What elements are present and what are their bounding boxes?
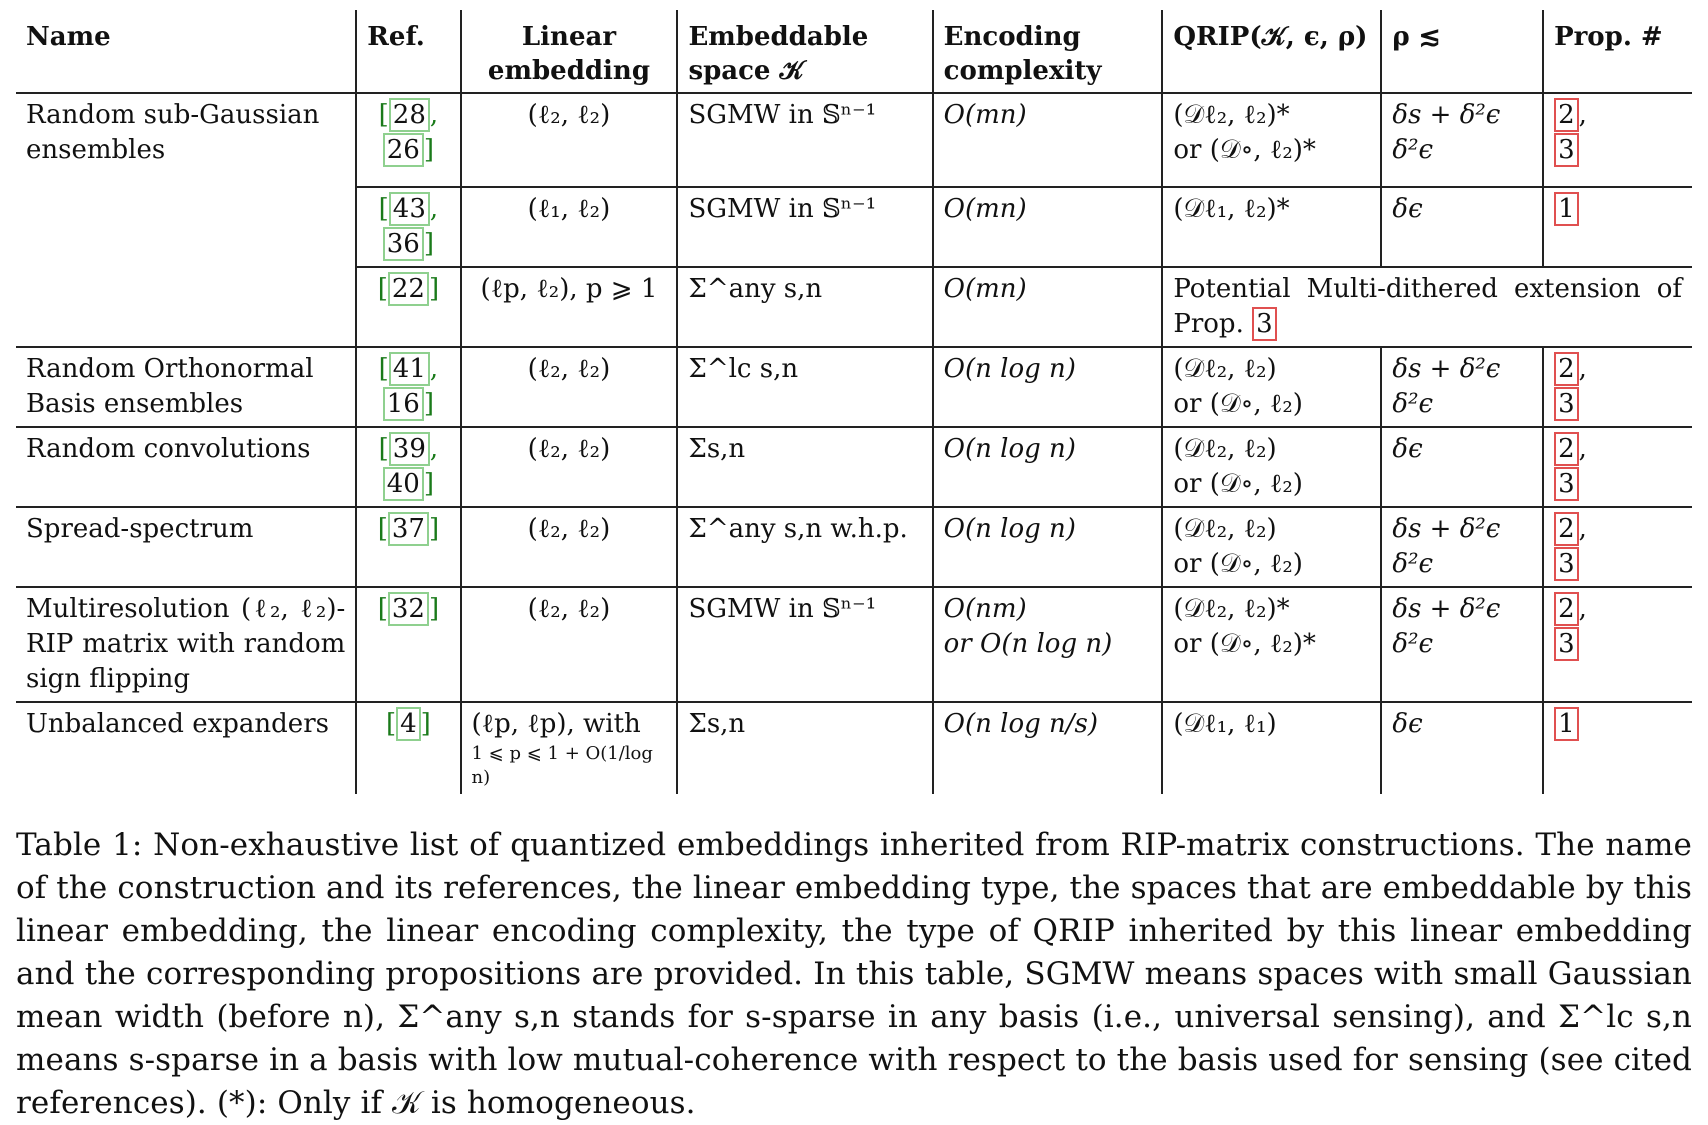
row-refs: [ 39 , 40 ] (356, 427, 460, 507)
header-enc: Encoding complexity (933, 10, 1163, 93)
prop-link[interactable]: 2 (1554, 98, 1579, 132)
row-qrip: (𝒟ℓ₁, ℓ₂)* (1162, 187, 1381, 267)
row-props: 2 , 3 (1543, 507, 1692, 587)
row-linear: (ℓ₂, ℓ₂) (461, 507, 678, 587)
header-space: Embeddable space 𝒦 (677, 10, 932, 93)
citation-link[interactable]: 32 (388, 592, 429, 626)
prop-link[interactable]: 3 (1554, 467, 1579, 501)
prop-link[interactable]: 3 (1554, 387, 1579, 421)
row-name: Multiresolution (ℓ₂, ℓ₂)-RIP matrix with random sign flipping (16, 587, 356, 702)
row-props: 2 , 3 (1543, 587, 1692, 702)
row-qrip: (𝒟ℓ₂, ℓ₂) or (𝒟∘, ℓ₂) (1162, 427, 1381, 507)
row-linear: (ℓ₂, ℓ₂) (461, 347, 678, 427)
row-refs: [ 28 , 26 ] (356, 93, 460, 187)
table-row (16, 587, 1692, 702)
row-space: SGMW in 𝕊ⁿ⁻¹ (677, 587, 932, 702)
row-name: Random sub-Gaussian ensembles (16, 93, 356, 347)
row-enc: O(mn) (933, 93, 1163, 187)
citation-link[interactable]: 41 (389, 352, 430, 386)
row-linear: (ℓ₂, ℓ₂) (461, 587, 678, 702)
row-enc: O(mn) (933, 267, 1163, 347)
row-enc: O(n log n) (933, 347, 1163, 427)
citation-link[interactable]: 16 (383, 387, 424, 421)
row-space: Σs,n (677, 427, 932, 507)
table-row (16, 507, 1692, 587)
row-props (1543, 702, 1692, 794)
row-qrip: (𝒟ℓ₂, ℓ₂) or (𝒟∘, ℓ₂) (1162, 347, 1381, 427)
row-linear: (ℓp, ℓ₂), p ⩾ 1 (461, 267, 678, 347)
row-name: Random convolutions (16, 427, 356, 507)
row-space: SGMW in 𝕊ⁿ⁻¹ (677, 93, 932, 187)
embeddings-table (16, 10, 1692, 794)
header-ref: Ref. (356, 10, 460, 93)
row-enc: O(nm) or O(n log n) (933, 587, 1163, 702)
header-qrip: QRIP(𝒦, ϵ, ρ) (1162, 10, 1381, 93)
row-linear: (ℓ₂, ℓ₂) (461, 93, 678, 187)
row-qrip-note: Potential Multi-dithered extension of Prop. 3 (1162, 267, 1692, 347)
row-enc: O(mn) (933, 187, 1163, 267)
row-refs: [ 43 , 36 ] (356, 187, 460, 267)
table-row (16, 427, 1692, 507)
row-refs: [ 41 , 16 ] (356, 347, 460, 427)
prop-link[interactable]: 3 (1554, 547, 1579, 581)
row-rho: δs + δ²ϵ δ²ϵ (1381, 507, 1543, 587)
row-props: 2 , 3 (1543, 93, 1692, 187)
prop-link[interactable]: 2 (1554, 352, 1579, 386)
row-space: Σ^any s,n (677, 267, 932, 347)
prop-link[interactable]: 3 (1252, 307, 1277, 341)
row-name: Random Orthonormal Basis ensembles (16, 347, 356, 427)
header-name: Name (16, 10, 356, 93)
table-header-row (16, 10, 1692, 93)
header-linear: Linear embedding (461, 10, 678, 93)
row-linear-sub: 1 ⩽ p ⩽ 1 + O(1/log n) (471, 743, 653, 788)
prop-link[interactable]: 2 (1554, 512, 1579, 546)
row-props: 2 , 3 (1543, 347, 1692, 427)
citation-link[interactable]: 36 (383, 227, 424, 261)
citation-link[interactable]: 43 (389, 192, 430, 226)
row-name: Unbalanced expanders (26, 709, 329, 739)
prop-link[interactable]: 1 (1554, 192, 1579, 226)
prop-link[interactable]: 3 (1554, 627, 1579, 661)
row-qrip: (𝒟ℓ₂, ℓ₂)* or (𝒟∘, ℓ₂)* (1162, 93, 1381, 187)
row-props (1543, 187, 1692, 267)
row-qrip: (𝒟ℓ₁, ℓ₁) (1162, 702, 1381, 794)
citation-link[interactable]: 37 (388, 512, 429, 546)
paper-page (16, 10, 1692, 1125)
citation-link[interactable]: 39 (389, 432, 430, 466)
row-space: SGMW in 𝕊ⁿ⁻¹ (677, 187, 932, 267)
table-caption: Table 1: Non-exhaustive list of quantized embeddings inherited from RIP-matrix constructions. The name of the construction and its references, the linear embedding type, the spaces that are embeddable by this linear embedding, the linear encoding complexity, the type of QRIP inherited by this linear embedding and the corresponding propositions are provided. In this table, SGMW means spaces with small Gaussian mean width (before n), Σ^any s,n stands for s-sparse in any basis (i.e., universal sensing), and Σ^lc s,n means s-sparse in a basis with low mutual-coherence with respect to the basis used for sensing (see cited references). (*): Only if 𝒦 is homogeneous. (16, 827, 1692, 1121)
row-space: Σ^any s,n w.h.p. (677, 507, 932, 587)
table-row (16, 702, 1692, 794)
row-rho: δϵ (1381, 187, 1543, 267)
row-rho: δϵ (1381, 427, 1543, 507)
row-rho: δs + δ²ϵ δ²ϵ (1381, 587, 1543, 702)
row-space: Σ^lc s,n (677, 347, 932, 427)
row-rho: δs + δ²ϵ δ²ϵ (1381, 347, 1543, 427)
prop-link[interactable]: 3 (1554, 133, 1579, 167)
header-rho: ρ ≲ (1381, 10, 1543, 93)
row-qrip: (𝒟ℓ₂, ℓ₂) or (𝒟∘, ℓ₂) (1162, 507, 1381, 587)
prop-link[interactable]: 2 (1554, 432, 1579, 466)
row-linear: (ℓp, ℓp), with 1 ⩽ p ⩽ 1 + O(1/log n) (461, 702, 678, 794)
row-qrip: (𝒟ℓ₂, ℓ₂)* or (𝒟∘, ℓ₂)* (1162, 587, 1381, 702)
prop-link[interactable]: 1 (1554, 707, 1579, 741)
row-refs: [ 37 ] (356, 507, 460, 587)
row-rho: δϵ (1381, 702, 1543, 794)
table-row (16, 93, 1692, 187)
row-refs: [ 22 ] (356, 267, 460, 347)
row-refs: [ 4 ] (356, 702, 460, 794)
header-prop: Prop. # (1543, 10, 1692, 93)
prop-link[interactable]: 2 (1554, 592, 1579, 626)
table-row (16, 347, 1692, 427)
citation-link[interactable]: 4 (396, 707, 421, 741)
row-rho: δs + δ²ϵ δ²ϵ (1381, 93, 1543, 187)
row-space: Σs,n (677, 702, 932, 794)
row-enc: O(n log n) (933, 427, 1163, 507)
citation-link[interactable]: 22 (388, 272, 429, 306)
row-name: Spread-spectrum (16, 507, 356, 587)
row-enc: O(n log n/s) (933, 702, 1163, 794)
row-refs: [ 32 ] (356, 587, 460, 702)
citation-link[interactable]: 28 (389, 98, 430, 132)
row-linear: (ℓ₁, ℓ₂) (461, 187, 678, 267)
row-enc: O(n log n) (933, 507, 1163, 587)
row-linear: (ℓ₂, ℓ₂) (461, 427, 678, 507)
citation-link[interactable]: 40 (383, 467, 424, 501)
citation-link[interactable]: 26 (383, 133, 424, 167)
row-props: 2 , 3 (1543, 427, 1692, 507)
